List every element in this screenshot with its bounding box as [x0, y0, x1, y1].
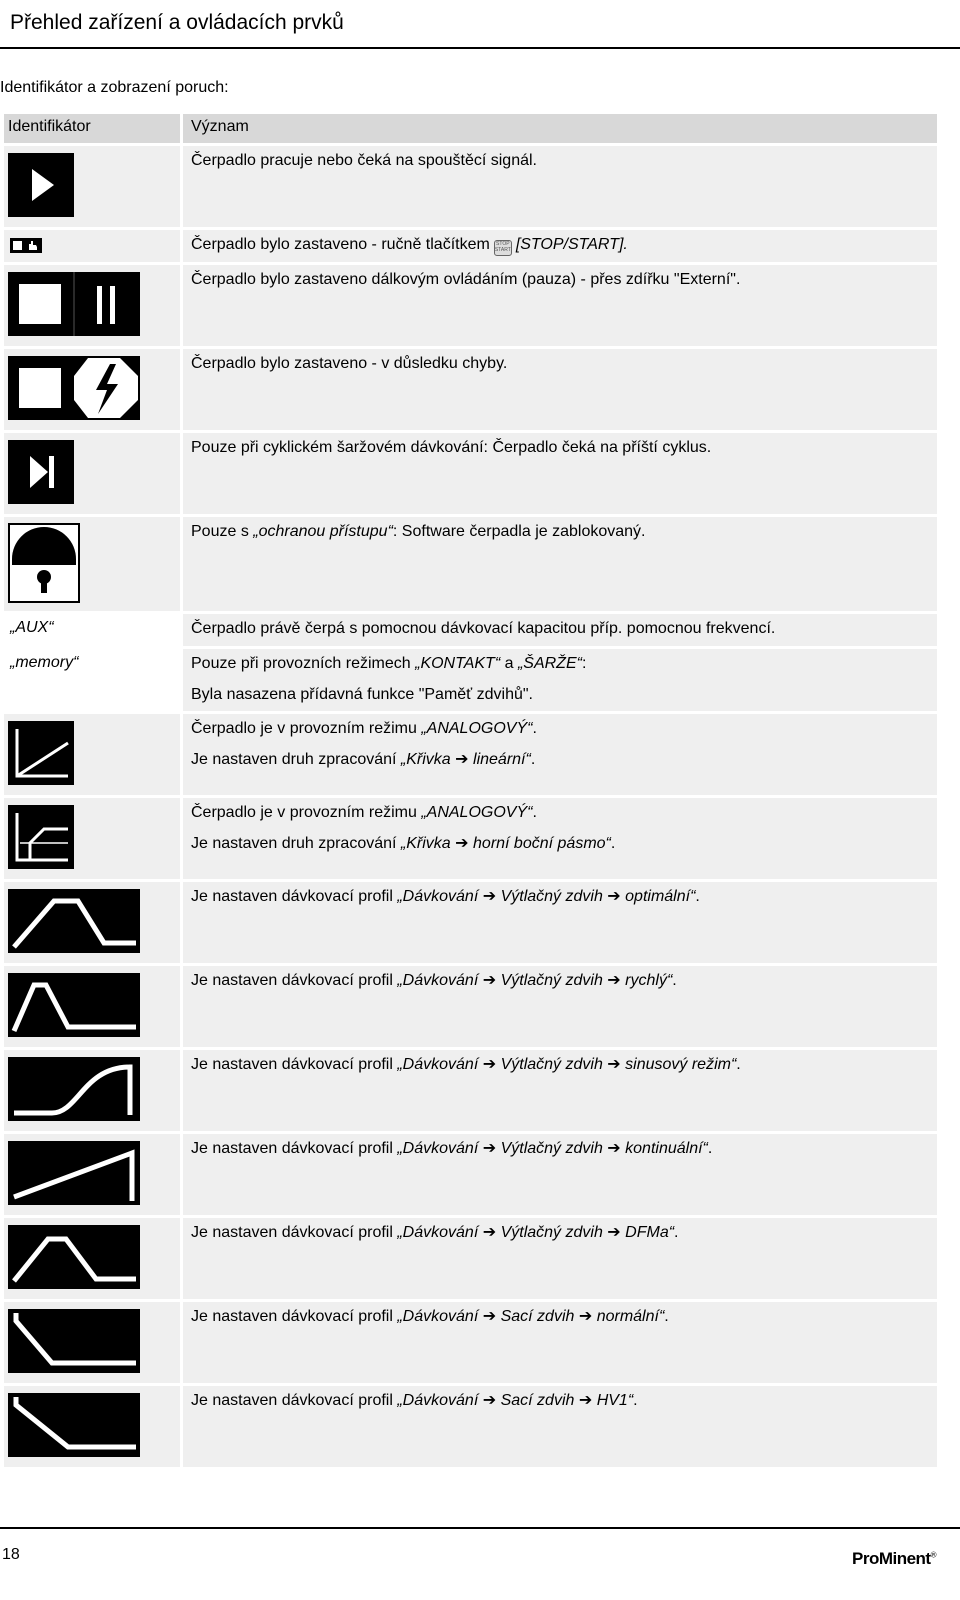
row-text: Je nastaven dávkovací profil „Dávkování ➔ Výtlačný zdvih ➔ DFMa“.	[191, 1224, 679, 1241]
table-row	[4, 882, 937, 963]
table-row	[4, 714, 937, 795]
row-text: Čerpadlo právě čerpá s pomocnou dávkovací kapacitou příp. pomocnou frekvencí.	[191, 620, 776, 637]
table-row	[4, 1218, 937, 1299]
stop-pause-icon	[8, 272, 140, 336]
table-row	[4, 966, 937, 1047]
table-row	[4, 1386, 937, 1467]
table-row	[4, 1134, 937, 1215]
table-row	[4, 517, 937, 611]
table-row	[4, 349, 937, 430]
table-row	[4, 146, 937, 227]
page-title: Přehled zařízení a ovládacích prvků	[10, 11, 344, 34]
arrow-icon: ➔	[482, 888, 497, 905]
table-row	[4, 614, 937, 646]
header-rule	[0, 47, 960, 49]
row-text: Je nastaven dávkovací profil „Dávkování ➔ Sací zdvih ➔ HV1“.	[191, 1392, 638, 1409]
table-row	[4, 433, 937, 514]
table-row	[4, 1302, 937, 1383]
footer-rule	[0, 1527, 960, 1529]
table-row	[4, 798, 937, 879]
row-text: Čerpadlo je v provozním režimu „ANALOGOVÝ“.	[191, 720, 537, 737]
arrow-icon: ➔	[482, 972, 497, 989]
row-text: Je nastaven dávkovací profil „Dávkování ➔ Výtlačný zdvih ➔ kontinuální“.	[191, 1140, 713, 1157]
profile-optimal-icon	[8, 889, 140, 953]
arrow-icon: ➔	[607, 1140, 621, 1157]
row-text: Čerpadlo je v provozním režimu „ANALOGOVÝ“.	[191, 804, 537, 821]
row-text: Čerpadlo bylo zastaveno - ručně tlačítkem STOP START [STOP/START].	[191, 235, 628, 256]
arrow-icon: ➔	[607, 972, 621, 989]
arrow-icon: ➔	[455, 751, 469, 768]
arrow-icon: ➔	[455, 835, 469, 852]
table-row	[4, 649, 937, 711]
row-text: Čerpadlo bylo zastaveno dálkovým ovládáním (pauza) - přes zdířku "Externí".	[191, 271, 741, 288]
profile-sine-icon	[8, 1057, 140, 1121]
row-text: Je nastaven dávkovací profil „Dávkování ➔ Výtlačný zdvih ➔ optimální“.	[191, 888, 700, 905]
stop-start-key-icon: STOP START	[494, 240, 512, 256]
arrow-icon: ➔	[482, 1308, 497, 1325]
page-number: 18	[2, 1546, 20, 1563]
next-cycle-icon	[8, 440, 74, 504]
row-text: Je nastaven dávkovací profil „Dávkování ➔ Sací zdvih ➔ normální“.	[191, 1308, 669, 1325]
row-text: Pouze s „ochranou přístupu“: Software čerpadla je zablokovaný.	[191, 523, 646, 540]
lock-icon	[8, 523, 80, 603]
table-header-row	[4, 114, 937, 143]
col-header-meaning: Význam	[183, 114, 937, 143]
identifier-table	[4, 114, 937, 1470]
col-header-identifier: Identifikátor	[4, 114, 180, 143]
section-title: Identifikátor a zobrazení poruch:	[0, 79, 229, 96]
arrow-icon: ➔	[482, 1140, 497, 1157]
manual-stop-icon	[10, 238, 42, 253]
arrow-icon: ➔	[482, 1392, 497, 1409]
curve-upper-band-icon	[8, 805, 74, 869]
row-text: Je nastaven dávkovací profil „Dávkování ➔ Výtlačný zdvih ➔ sinusový režim“.	[191, 1056, 741, 1073]
brand-logo: ProMinent®	[851, 1549, 936, 1568]
aux-label: „AUX“	[10, 619, 54, 636]
profile-fast-icon	[8, 973, 140, 1037]
profile-continuous-icon	[8, 1141, 140, 1205]
arrow-icon: ➔	[482, 1224, 497, 1241]
table-row	[4, 265, 937, 346]
row-text: Čerpadlo pracuje nebo čeká na spouštěcí signál.	[191, 152, 537, 169]
profile-dfma-icon	[8, 1225, 140, 1289]
table-row	[4, 1050, 937, 1131]
row-text-2: Je nastaven druh zpracování „Křivka ➔ horní boční pásmo“.	[191, 835, 616, 852]
arrow-icon: ➔	[607, 1224, 621, 1241]
stop-error-icon	[8, 356, 140, 420]
arrow-icon: ➔	[578, 1392, 593, 1409]
arrow-icon: ➔	[607, 1056, 621, 1073]
play-icon	[8, 153, 74, 217]
row-text: Je nastaven dávkovací profil „Dávkování ➔ Výtlačný zdvih ➔ rychlý“.	[191, 972, 677, 989]
row-text: Pouze při cyklickém šaržovém dávkování: Čerpadlo čeká na příští cyklus.	[191, 439, 712, 456]
row-text: Pouze při provozních režimech „KONTAKT“ a „ŠARŽE“:	[191, 655, 587, 672]
arrow-icon: ➔	[482, 1056, 497, 1073]
suction-normal-icon	[8, 1309, 140, 1373]
curve-linear-icon	[8, 721, 74, 785]
row-text-2: Byla nasazena přídavná funkce "Paměť zdvihů".	[191, 686, 533, 703]
row-text-2: Je nastaven druh zpracování „Křivka ➔ lineární“.	[191, 751, 536, 768]
memory-label: „memory“	[10, 654, 79, 671]
suction-hv1-icon	[8, 1393, 140, 1457]
arrow-icon: ➔	[578, 1308, 593, 1325]
table-row	[4, 230, 937, 262]
row-text: Čerpadlo bylo zastaveno - v důsledku chyby.	[191, 355, 508, 372]
arrow-icon: ➔	[607, 888, 621, 905]
